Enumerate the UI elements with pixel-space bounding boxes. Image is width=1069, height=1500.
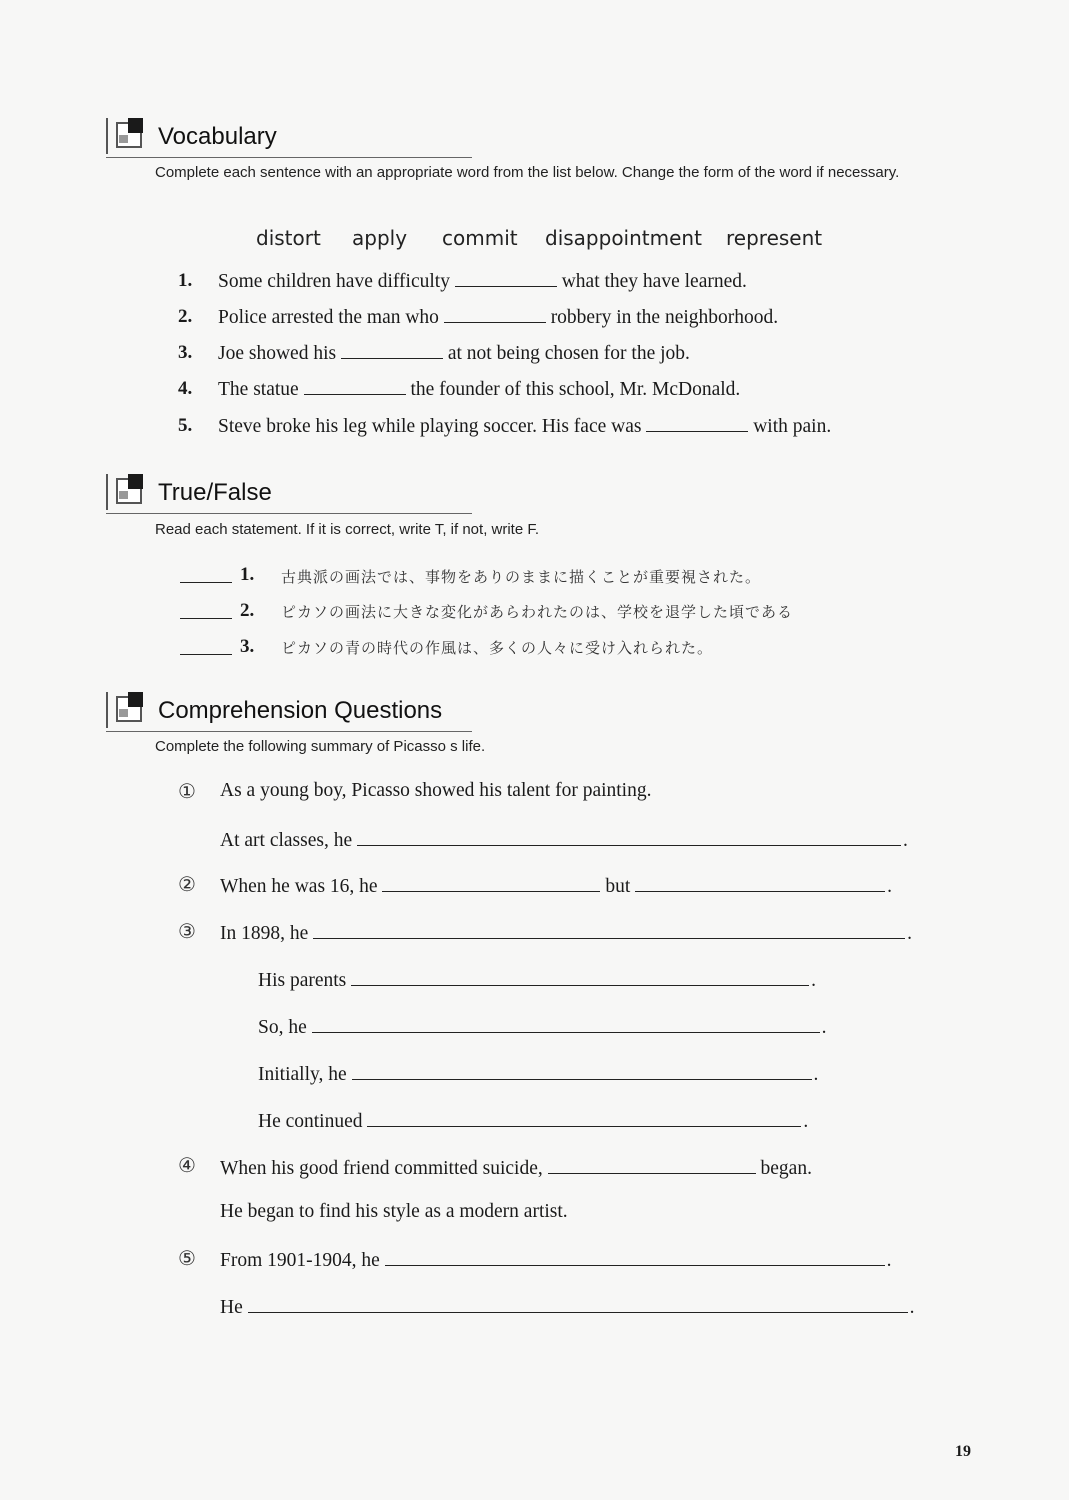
question-marker: ⑤ — [178, 1246, 196, 1270]
period: . — [821, 1017, 827, 1038]
answer-blank[interactable] — [385, 1247, 885, 1266]
question-marker: ③ — [178, 919, 196, 943]
item-text: Steve broke his leg while playing soccer. His face was — [218, 416, 642, 437]
answer-blank[interactable] — [180, 600, 232, 619]
question-text: When he was 16, he — [220, 876, 378, 897]
page-number: 19 — [955, 1443, 971, 1460]
question-text: He — [220, 1297, 243, 1318]
period: . — [886, 1250, 892, 1271]
answer-blank[interactable] — [357, 827, 901, 846]
question-text: In 1898, he — [220, 923, 309, 944]
section-title: Vocabulary — [158, 123, 277, 150]
section-rule — [106, 513, 472, 514]
word-item: apply — [352, 226, 408, 250]
period: . — [903, 830, 908, 851]
question-text: He continued — [258, 1111, 363, 1132]
answer-blank[interactable] — [351, 967, 809, 986]
question-text: but — [605, 876, 631, 897]
item-number: 5. — [178, 415, 193, 436]
item-text: at not being chosen for the job. — [447, 343, 690, 364]
statement-text: ピカソの画法に大きな変化があらわれたのは、学校を退学した頃である — [281, 603, 794, 621]
answer-blank[interactable] — [304, 376, 406, 395]
section-icon — [106, 474, 152, 510]
section-rule — [106, 731, 472, 732]
question-text: At art classes, he — [220, 830, 353, 851]
item-text: Police arrested the man who — [218, 307, 439, 328]
item-text: what they have learned. — [561, 271, 747, 292]
statement-text: ピカソの青の時代の作風は、多くの人々に受け入れられた。 — [281, 639, 714, 657]
answer-blank[interactable] — [341, 340, 443, 359]
word-item: commit — [442, 226, 518, 250]
question-text: His parents — [258, 970, 347, 991]
item-number: 1. — [178, 270, 193, 291]
item-text: the founder of this school, Mr. McDonald. — [410, 379, 741, 400]
period: . — [803, 1111, 809, 1132]
statement-text: 古典派の画法では、事物をありのままに描くことが重要視された。 — [281, 568, 762, 586]
item-text: with pain. — [753, 416, 832, 437]
section-icon — [106, 692, 152, 728]
question-text: From 1901-1904, he — [220, 1250, 380, 1271]
answer-blank[interactable] — [548, 1155, 756, 1174]
item-number: 3. — [240, 636, 255, 657]
item-text: The statue — [218, 379, 299, 400]
answer-blank[interactable] — [635, 873, 885, 892]
question-marker: ④ — [178, 1153, 196, 1177]
true-false-header — [106, 474, 472, 510]
period: . — [887, 876, 892, 897]
answer-blank[interactable] — [312, 1014, 820, 1033]
item-text: Joe showed his — [218, 343, 337, 364]
item-number: 3. — [178, 342, 193, 363]
question-text: Initially, he — [258, 1064, 347, 1085]
vocabulary-header — [106, 118, 472, 154]
section-title: Comprehension Questions — [158, 697, 443, 724]
item-text: robbery in the neighborhood. — [550, 307, 779, 328]
answer-blank[interactable] — [455, 268, 557, 287]
answer-blank[interactable] — [646, 413, 748, 432]
true-false-instructions: Read each statement. If it is correct, write T, if not, write F. — [155, 521, 540, 538]
section-title: True/False — [158, 479, 272, 506]
answer-blank[interactable] — [248, 1294, 908, 1313]
comprehension-header — [106, 692, 472, 728]
answer-blank[interactable] — [313, 920, 905, 939]
answer-blank[interactable] — [444, 304, 546, 323]
answer-blank[interactable] — [352, 1061, 812, 1080]
section-rule — [106, 157, 472, 158]
section-icon — [106, 118, 152, 154]
answer-blank[interactable] — [367, 1108, 801, 1127]
word-item: disappointment — [545, 226, 702, 250]
period: . — [811, 970, 817, 991]
question-marker: ① — [178, 779, 196, 803]
item-text: Some children have difficulty — [218, 271, 450, 292]
word-item: distort — [256, 226, 321, 250]
question-text: began. — [760, 1158, 812, 1179]
question-marker: ② — [178, 872, 196, 896]
comprehension-instructions: Complete the following summary of Picasso s life. — [155, 738, 486, 755]
item-number: 2. — [240, 600, 255, 621]
item-number: 4. — [178, 378, 193, 399]
period: . — [909, 1297, 915, 1318]
vocabulary-instructions: Complete each sentence with an appropriate word from the list below. Change the form of the word if necessary. — [155, 164, 900, 181]
question-text: So, he — [258, 1017, 307, 1038]
answer-blank[interactable] — [180, 636, 232, 655]
item-number: 2. — [178, 306, 193, 327]
period: . — [907, 923, 913, 944]
question-text: As a young boy, Picasso showed his talent for painting. — [220, 780, 652, 801]
question-text: When his good friend committed suicide, — [220, 1158, 543, 1179]
period: . — [813, 1064, 819, 1085]
word-item: represent — [726, 226, 823, 250]
item-number: 1. — [240, 564, 255, 585]
answer-blank[interactable] — [180, 564, 232, 583]
question-text: He began to find his style as a modern artist. — [220, 1201, 568, 1222]
answer-blank[interactable] — [382, 873, 600, 892]
